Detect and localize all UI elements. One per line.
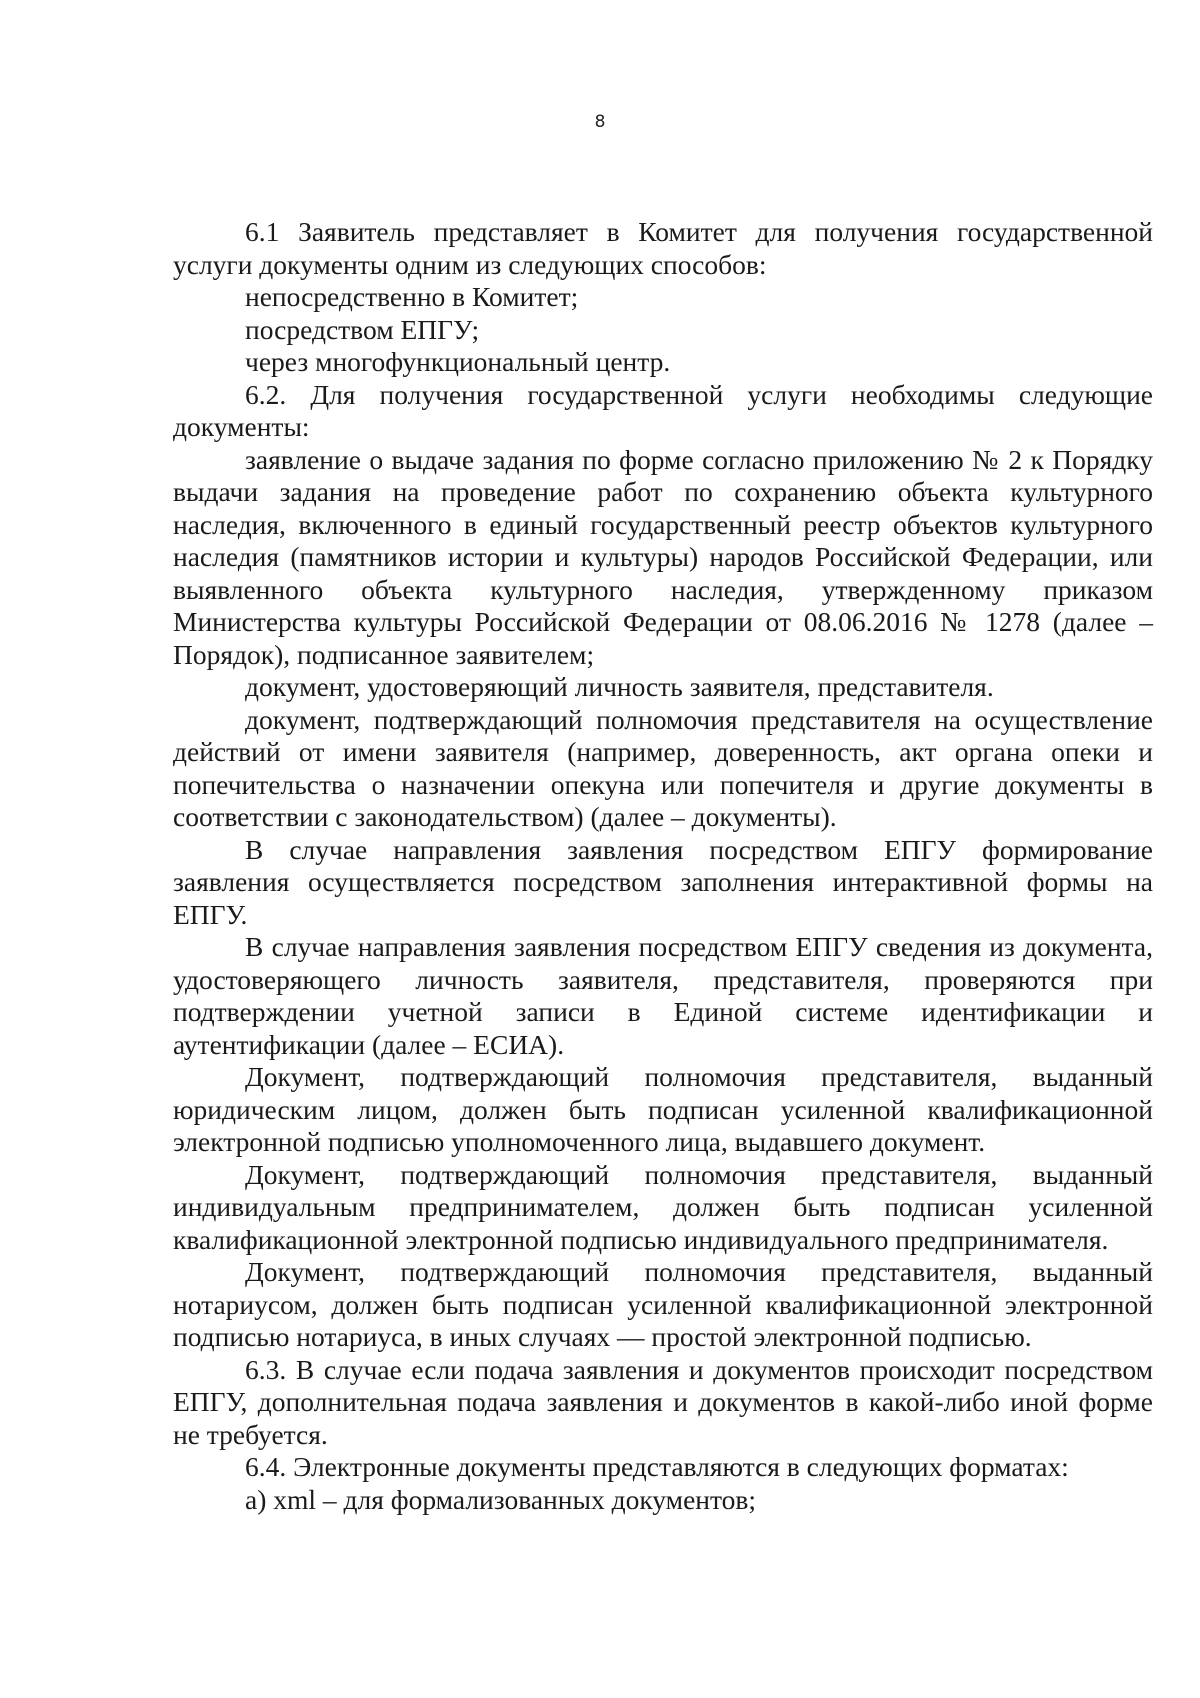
- list-item-xml: а) xml – для формализованных документов;: [245, 1483, 757, 1515]
- list-item-epgu: посредством ЕПГУ;: [245, 313, 480, 345]
- paragraph-authority-document: документ, подтверждающий полномочия представителя на осуществление действий от имени заявителя (например, доверенность, акт органа опеки и попечительства о назначении опекуна или попечителя и другие документы в соответствии с законодательством) (далее – документы).: [173, 703, 1153, 832]
- paragraph-6-4: 6.4. Электронные документы представляются в следующих форматах:: [245, 1451, 1069, 1482]
- paragraph-identity-document: документ, удостоверяющий личность заявителя, представителя.: [245, 671, 994, 702]
- paragraph-entrepreneur: Документ, подтверждающий полномочия представителя, выданный индивидуальным предпринимателем, должен быть подписан усиленной квалификационной электронной подписью индивидуального предпринимателя.: [173, 1158, 1153, 1255]
- document-body: [173, 216, 1153, 1516]
- page-number: 8: [594, 112, 606, 132]
- list-item-mfc: через многофункциональный центр.: [245, 346, 671, 377]
- paragraph-esia: В случае направления заявления посредством ЕПГУ сведения из документа, удостоверяющего личность заявителя, представителя, проверяются при подтверждении учетной записи в Единой системе идентификации и аутентификации (далее – ЕСИА).: [173, 931, 1153, 1060]
- paragraph-application: заявление о выдаче задания по форме согласно приложению № 2 к Порядку выдачи задания на проведение работ по сохранению объекта культурного наследия, включенного в единый государственный реестр объектов культурного наследия (памятников истории и культуры) народов Российской Федерации, или выявленного объекта культурного наследия, утвержденному приказом Министерства культуры Российской Федерации от 08.06.2016 № 1278 (далее – Порядок), подписанное заявителем;: [173, 443, 1153, 670]
- paragraph-6-2: 6.2. Для получения государственной услуги необходимы следующие документы:: [173, 378, 1153, 442]
- paragraph-6-1: 6.1 Заявитель представляет в Комитет для получения государственной услуги документы одним из следующих способов:: [173, 216, 1153, 280]
- paragraph-6-3: 6.3. В случае если подача заявления и документов происходит посредством ЕПГУ, дополнительная подача заявления и документов в какой-либо иной форме не требуется.: [173, 1353, 1153, 1450]
- list-item-committee: непосредственно в Комитет;: [245, 281, 579, 312]
- paragraph-notary: Документ, подтверждающий полномочия представителя, выданный нотариусом, должен быть подписан усиленной квалификационной электронной подписью нотариуса, в иных случаях — простой электронной подписью.: [173, 1256, 1153, 1352]
- paragraph-legal-entity: Документ, подтверждающий полномочия представителя, выданный юридическим лицом, должен быть подписан усиленной квалификационной электронной подписью уполномоченного лица, выдавшего документ.: [173, 1061, 1153, 1157]
- paragraph-epgu-form: В случае направления заявления посредством ЕПГУ формирование заявления осуществляется посредством заполнения интерактивной формы на ЕПГУ.: [173, 833, 1153, 930]
